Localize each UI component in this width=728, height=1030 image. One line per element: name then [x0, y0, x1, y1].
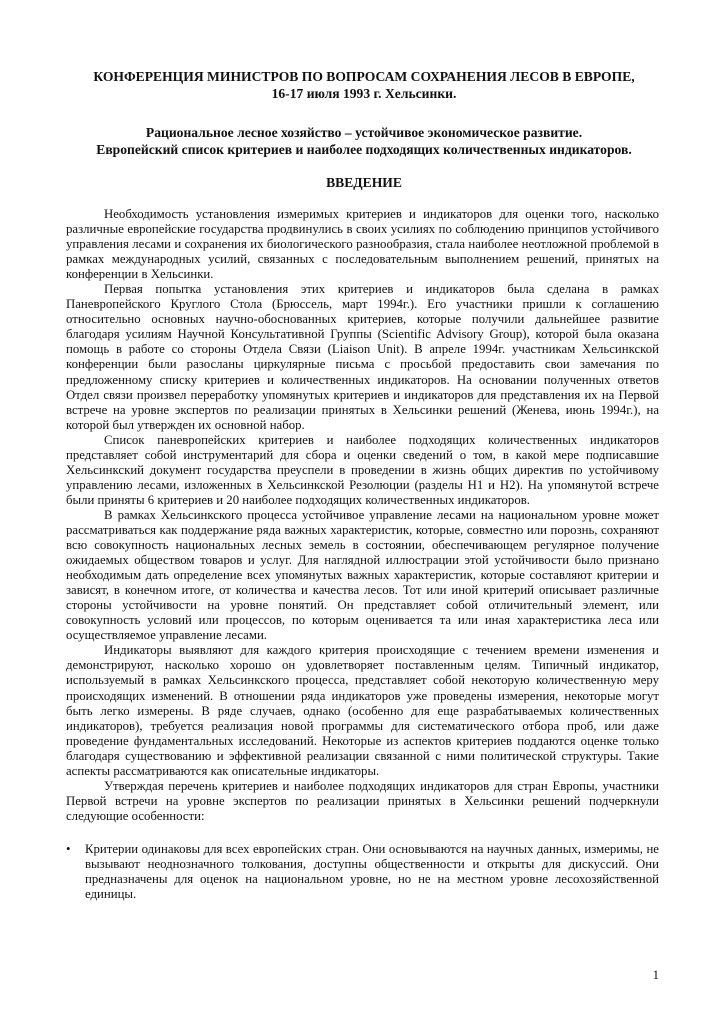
bullet-item [66, 842, 659, 902]
bullet-item-text: Критерии одинаковы для всех европейских стран. Они основываются на научных данных, измеримы, не вызывают неоднозначного толкования, доступны общественности и открыты для дискуссий. Они предназначены для оценок на национальном уровне, но не на местном уровне лесохозяйственной единицы. [85, 841, 659, 902]
paragraph-3: Список паневропейских критериев и наиболее подходящих количественных индикаторов представляет собой инструментарий для сбора и оценки сведений о том, в какой мере подписавшие Хельсинкский документ государства преуспели в проведении в жизнь общих директив по устойчивому управлению лесами, изложенных в Хельсинкской Резолюции (разделы H1 и H2). На упомянутой встрече были приняты 6 критериев и 20 наиболее подходящих количественных индикаторов. [66, 432, 659, 507]
section-heading-text: ВВЕДЕНИЕ [326, 175, 402, 190]
document-body [66, 207, 659, 902]
paragraph-4: В рамках Хельсинкского процесса устойчивое управление лесами на национальном уровне может рассматриваться как поддержание ряда важных характеристик, которые, совместно или порознь, сохраняют всю совокупность национальных лесных земель в состоянии, обеспечивающем регулярное получение ожидаемых обществом товаров и услуг. Для наглядной иллюстрации этой устойчивости было признано необходимым дать определение всех упомянутых важных характеристик, которые составляют критерии и зависят, в конечном итоге, от количества и качества лесов. Тот или иной критерий описывает различные стороны устойчивости на уровне понятий. Он представляет собой отличительный элемент, или совокупность условий или процессов, по которым оценивается та или иная характеристика леса или осуществляемое управление лесами. [66, 507, 659, 643]
section-heading-introduction [60, 174, 668, 191]
paragraph-2: Первая попытка установления этих критериев и индикаторов была сделана в рамках Паневропейского Круглого Стола (Брюссель, март 1994г.). Его участники пришли к соглашению относительно основных научно-обоснованных критериев, которые получили дальнейшее развитие благодаря усилиям Научной Консультативной Группы (Scientific Advisory Group), которой была оказана помощь в работе со стороны Отдела Связи (Liaison Unit). В апреле 1994г. участникам Хельсинкской конференции были разосланы циркулярные письма с просьбой предоставить свои замечания по предложенному списку критериев и количественных индикаторов. На основании полученных ответов Отдел связи произвел переработку упомянутых критериев и индикаторов для представления их на Первой встрече на уровне экспертов по реализации принятых в Хельсинки решений (Женева, июнь 1994г.), на которой был утвержден их основной набор. [66, 282, 659, 432]
paragraph-5: Индикаторы выявляют для каждого критерия происходящие с течением времени изменения и демонстрируют, насколько хорошо он удовлетворяет поставленным целям. Типичный индикатор, используемый в рамках Хельсинкского процесса, представляет собой некоторую количественную меру происходящих изменений. В отношении ряда индикаторов уже проведены измерения, некоторые могут быть легко измерены. В ряде случаев, однако (особенно для еще разрабатываемых количественных индикаторов), требуется реализация новой программы для систематического отбора проб, или даже проведение фундаментальных исследований. Некоторые из аспектов критериев поддаются оценке только благодаря существованию и эффективной реализации связанной с ними политической структуры. Такие аспекты рассматриваются как описательные индикаторы. [66, 643, 659, 778]
conference-title-line-1: КОНФЕРЕНЦИЯ МИНИСТРОВ ПО ВОПРОСАМ СОХРАНЕНИЯ ЛЕСОВ В ЕВРОПЕ, [93, 69, 635, 84]
document-subtitle [60, 124, 668, 158]
paragraph-6: Утверждая перечень критериев и наиболее подходящих индикаторов для стран Европы, участники Первой встречи на уровне экспертов по реализации принятых в Хельсинки решений подчеркнули следующие особенности: [66, 778, 659, 823]
paragraph-1: Необходимость установления измеримых критериев и индикаторов для оценки того, насколько различные европейские государства продвинулись в своих усилиях по соблюдению принципов устойчивого управления лесами и сохранения их биологического разнообразия, стала наиболее неотложной проблемой в рамках международных усилий, связанных с последовательным выполнением решений, принятых на конференции в Хельсинки. [66, 207, 659, 282]
bullet-marker: • [66, 841, 71, 856]
page-number: 1 [652, 968, 659, 982]
document-subtitle-line-2: Европейский список критериев и наиболее подходящих количественных индикаторов. [96, 142, 632, 157]
bullet-list [66, 842, 659, 902]
document-subtitle-line-1: Рациональное лесное хозяйство – устойчивое экономическое развитие. [145, 125, 583, 140]
conference-title-line-2: 16-17 июля 1993 г. Хельсинки. [271, 86, 457, 101]
conference-title [60, 68, 668, 102]
